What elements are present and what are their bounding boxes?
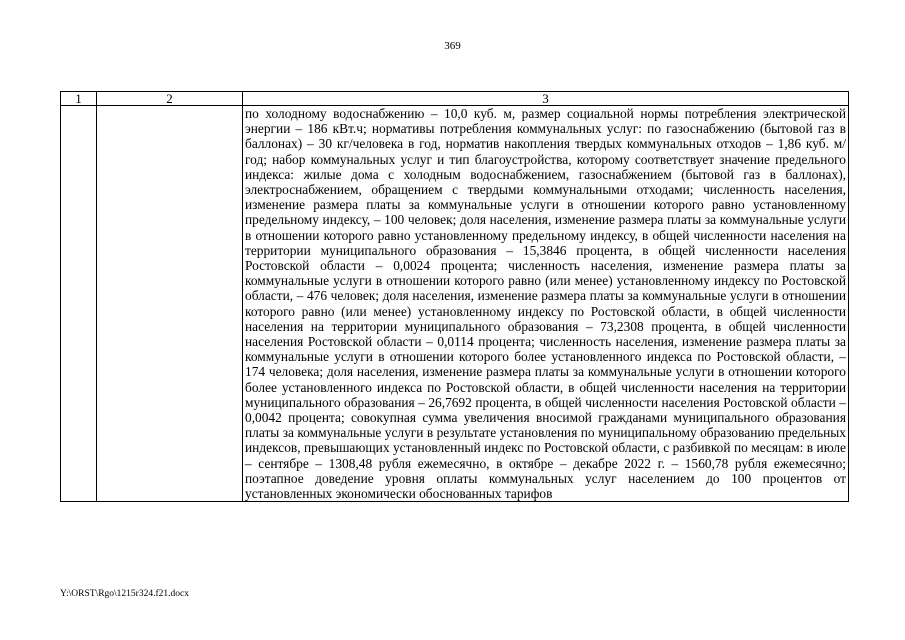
table-row xyxy=(61,106,849,502)
cell-col-3-text: по холодному водоснабжению – 10,0 куб. м, размер социальной нормы потребления электрической энергии – 186 кВт.ч; нормативы потребления коммунальных услуг: по газоснабжению (бытовой газ в баллонах) – 30 кг/человека в год, норматив накопления твердых коммунальных отходов – 1,86 куб. м/год; набор коммунальных услуг и тип благоустройства, которому соответствует значение предельного индекса: жилые дома с холодным водоснабжением, газоснабжением (бытовой газ в баллонах), электроснабжением, обращением с твердыми коммунальными отходами; численность населения, изменение размера платы за коммунальные услуги в отношении которого равно установленному предельному индексу, – 100 человек; доля населения, изменение размера платы за коммунальные услуги в отношении которого равно установленному предельному индексу, в общей численности населения на территории муниципального образования – 15,3846 процента, в общей численности населения Ростовской области – 0,0024 процента; численность населения, изменение размера платы за коммунальные услуги в отношении которого равно (или менее) установленному индексу по Ростовской области, – 476 человек; доля населения, изменение размера платы за коммунальные услуги в отношении которого равно (или менее) установленному индексу по Ростовской области, в общей численности населения на территории муниципального образования – 73,2308 процента, в общей численности населения Ростовской области – 0,0114 процента; численность населения, изменение размера платы за коммунальные услуги в отношении которого более установленного индекса по Ростовской области, – 174 человека; доля населения, изменение размера платы за коммунальные услуги в отношении которого более установленного индекса по Ростовской области, в общей численности населения на территории муниципального образования – 26,7692 процента, в общей численности населения Ростовской области – 0,0042 процента; совокупная сумма увеличения вносимой гражданами муниципального образования платы за коммунальные услуги в результате установления по муниципальному образованию предельных индексов, превышающих установленный индекс по Ростовской области, с разбивкой по месяцам: в июле – сентябре – 1308,48 рубля ежемесячно, в октябре – декабре 2022 г. – 1560,78 рубля ежемесячно; поэтапное доведение уровня оплаты коммунальных услуг населением до 100 процентов от установленных экономически обоснованных тарифов xyxy=(243,106,849,502)
table-header-row xyxy=(61,92,849,106)
footer-file-path: Y:\ORST\Rgo\1215r324.f21.docx xyxy=(60,589,189,599)
page-number: 369 xyxy=(444,40,461,52)
cell-col-2 xyxy=(97,106,243,502)
cell-col-1 xyxy=(61,106,97,502)
column-header-1: 1 xyxy=(61,92,97,106)
column-header-3: 3 xyxy=(243,92,849,106)
column-header-2: 2 xyxy=(97,92,243,106)
document-table xyxy=(60,91,849,502)
